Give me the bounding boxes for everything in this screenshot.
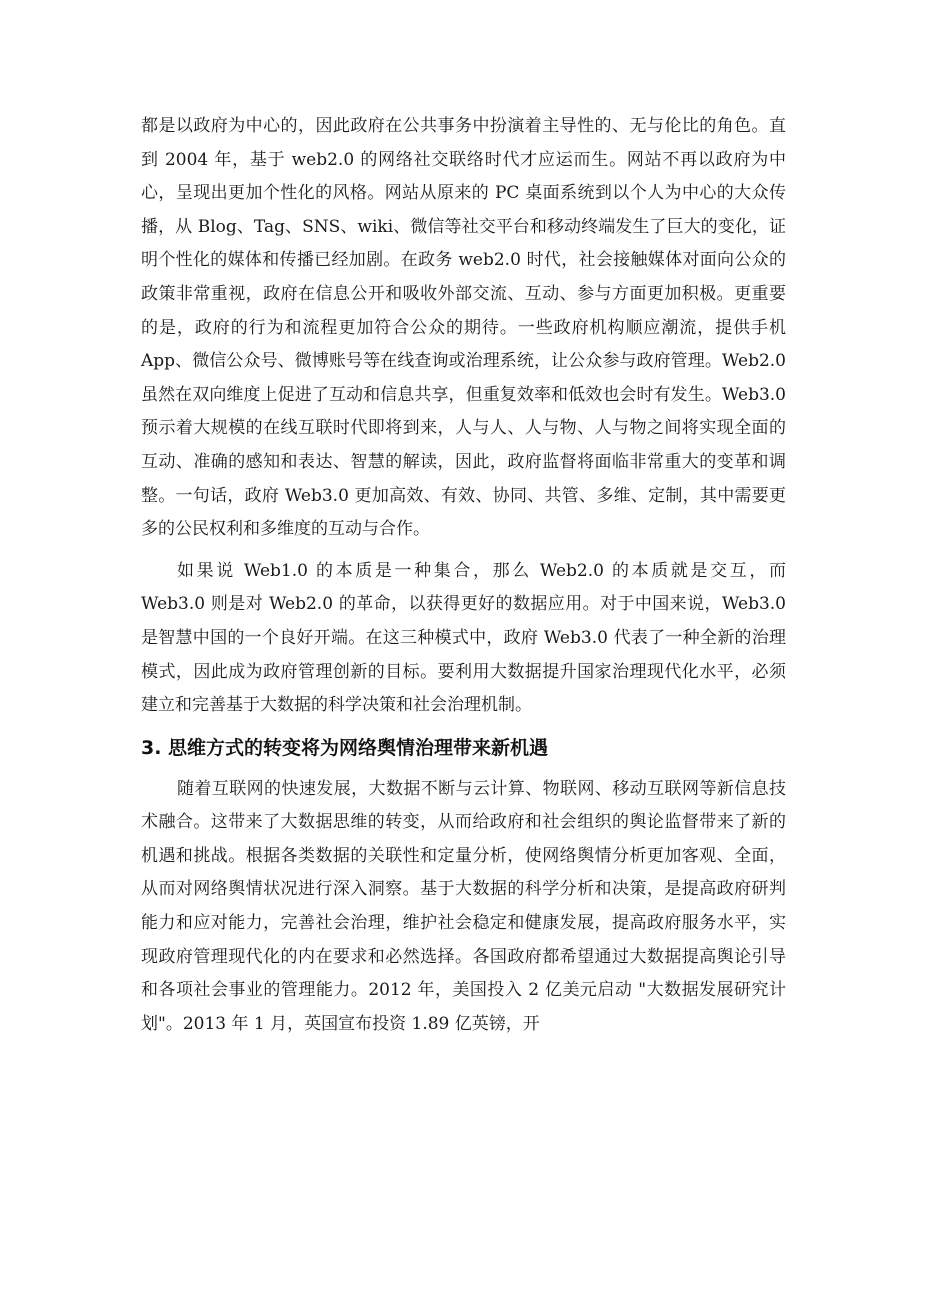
- section-paragraph: 随着互联网的快速发展，大数据不断与云计算、物联网、移动互联网等新信息技术融合。这带来了大数据思维的转变，从而给政府和社会组织的舆论监督带来了新的机遇和挑战。根据各类数据的关联性和定量分析，使网络舆情分析更加客观、全面，从而对网络舆情状况进行深入洞察。基于大数据的科学分析和决策，是提高政府研判能力和应对能力，完善社会治理，维护社会稳定和健康发展，提高政府服务水平，实现政府管理现代化的内在要求和必然选择。各国政府都希望通过大数据提高舆论引导和各项社会事业的管理能力。2012 年，美国投入 2 亿美元启动 "大数据发展研究计划"。2013 年 1 月，英国宣布投资 1.89 亿英镑，开: [141, 778, 786, 1034]
- section-heading: 3. 思维方式的转变将为网络舆情治理带来新机遇: [141, 736, 549, 759]
- document-body: [141, 110, 786, 1049]
- body-paragraph: 如果说 Web1.0 的本质是一种集合，那么 Web2.0 的本质就是交互，而 Web3.0 则是对 Web2.0 的革命，以获得更好的数据应用。对于中国来说，Web3.0 是智慧中国的一个良好开端。在这三种模式中，政府 Web3.0 代表了一种全新的治理模式，因此成为政府管理创新的目标。要利用大数据提升国家治理现代化水平，必须建立和完善基于大数据的科学决策和社会治理机制。: [141, 560, 786, 716]
- body-paragraph: 都是以政府为中心的，因此政府在公共事务中扮演着主导性的、无与伦比的角色。直到 2004 年，基于 web2.0 的网络社交联络时代才应运而生。网站不再以政府为中心，呈现出更加个性化的风格。网站从原来的 PC 桌面系统到以个人为中心的大众传播，从 Blog、Tag、SNS、wiki、微信等社交平台和移动终端发生了巨大的变化，证明个性化的媒体和传播已经加剧。在政务 web2.0 时代，社会接触媒体对面向公众的政策非常重视，政府在信息公开和吸收外部交流、互动、参与方面更加积极。更重要的是，政府的行为和流程更加符合公众的期待。一些政府机构顺应潮流，提供手机 App、微信公众号、微博账号等在线查询或治理系统，让公众参与政府管理。Web2.0 虽然在双向维度上促进了互动和信息共享，但重复效率和低效也会时有发生。Web3.0 预示着大规模的在线互联时代即将到来，人与人、人与物、人与物之间将实现全面的互动、准确的感知和表达、智慧的解读，因此，政府监督将面临非常重大的变革和调整。一句话，政府 Web3.0 更加高效、有效、协同、共管、多维、定制，其中需要更多的公民权利和多维度的互动与合作。: [141, 116, 786, 540]
